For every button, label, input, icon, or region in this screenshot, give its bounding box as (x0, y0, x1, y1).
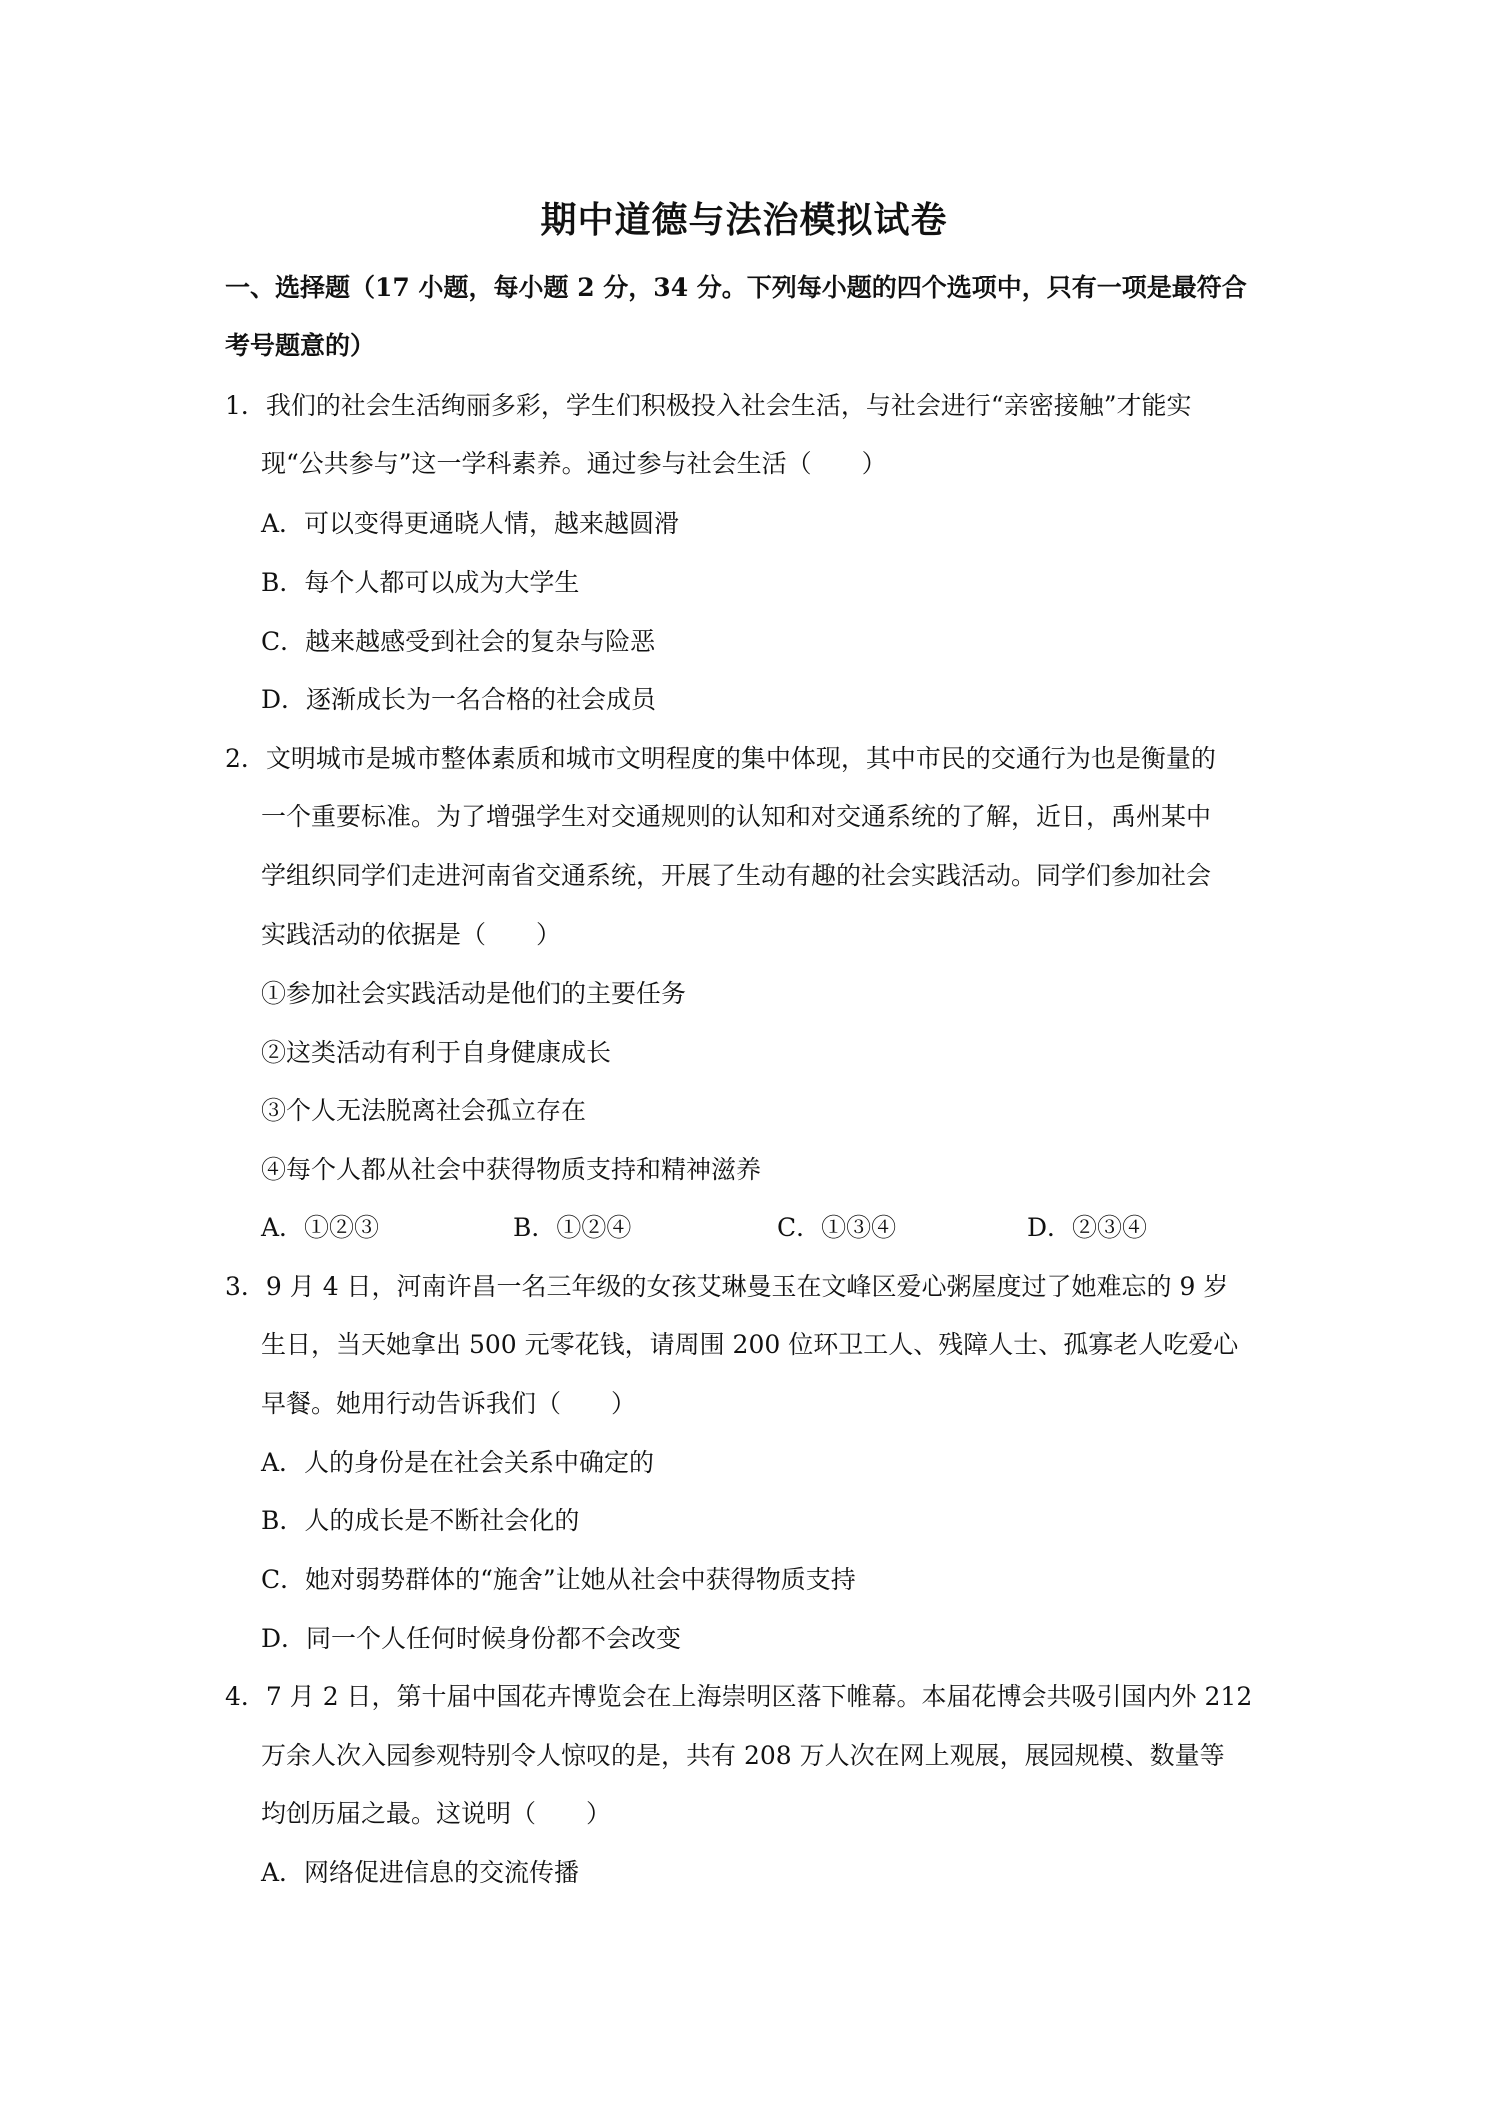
question-4-option-a: A．网络促进信息的交流传播 (261, 1858, 580, 1887)
question-1-option-a: A．可以变得更通晓人情，越来越圆滑 (261, 509, 680, 538)
section-heading: 一、选择题（17 小题，每小题 2 分，34 分。下列每小题的四个选项中，只有一项是最符合 (225, 273, 1247, 302)
question-2-text-cont-3: 实践活动的依据是（ ） (261, 920, 562, 949)
question-1-option-b: B．每个人都可以成为大学生 (261, 568, 580, 597)
question-1-option-c: C．越来越感受到社会的复杂与险恶 (261, 627, 656, 656)
question-1-text: 1．我们的社会生活绚丽多彩，学生们积极投入社会生活，与社会进行“亲密接触”才能实 (225, 391, 1192, 420)
question-3-text-cont-2: 早餐。她用行动告诉我们（ ） (261, 1389, 637, 1418)
question-1-text-cont: 现“公共参与”这一学科素养。通过参与社会生活（ ） (261, 449, 887, 478)
question-2-option-b: B．①②④ (513, 1213, 632, 1242)
question-3-text-cont-1: 生日，当天她拿出 500 元零花钱，请周围 200 位环卫工人、残障人士、孤寡老人吃爱心 (261, 1330, 1239, 1359)
question-3-option-b: B．人的成长是不断社会化的 (261, 1506, 580, 1535)
question-2-statement-3: ③个人无法脱离社会孤立存在 (261, 1096, 587, 1125)
question-3-option-a: A．人的身份是在社会关系中确定的 (261, 1448, 655, 1477)
question-4-text: 4．7 月 2 日，第十届中国花卉博览会在上海崇明区落下帷幕。本届花博会共吸引国内外 212 (225, 1682, 1253, 1711)
question-2-statement-4: ④每个人都从社会中获得物质支持和精神滋养 (261, 1155, 762, 1184)
question-2-option-d: D．②③④ (1027, 1213, 1148, 1242)
question-2-option-a: A．①②③ (261, 1213, 380, 1242)
question-3-text: 3．9 月 4 日，河南许昌一名三年级的女孩艾琳曼玉在文峰区爱心粥屋度过了她难忘的 9 岁 (225, 1272, 1229, 1301)
section-heading-cont: 考号题意的） (225, 331, 376, 360)
question-2-statement-2: ②这类活动有利于自身健康成长 (261, 1038, 612, 1067)
question-4-text-cont-1: 万余人次入园参观特别令人惊叹的是，共有 208 万人次在网上观展，展园规模、数量等 (261, 1741, 1225, 1770)
question-2-text: 2．文明城市是城市整体素质和城市文明程度的集中体现，其中市民的交通行为也是衡量的 (225, 744, 1216, 773)
question-2-text-cont-2: 学组织同学们走进河南省交通系统，开展了生动有趣的社会实践活动。同学们参加社会 (261, 861, 1212, 890)
question-2-statement-1: ①参加社会实践活动是他们的主要任务 (261, 979, 687, 1008)
question-3-option-c: C．她对弱势群体的“施舍”让她从社会中获得物质支持 (261, 1565, 856, 1594)
question-1-option-d: D．逐渐成长为一名合格的社会成员 (261, 685, 657, 714)
page-title: 期中道德与法治模拟试卷 (540, 199, 948, 241)
question-3-option-d: D．同一个人任何时候身份都不会改变 (261, 1624, 682, 1653)
question-2-text-cont-1: 一个重要标准。为了增强学生对交通规则的认知和对交通系统的了解，近日，禹州某中 (261, 802, 1212, 831)
question-2-option-c: C．①③④ (777, 1213, 897, 1242)
question-4-text-cont-2: 均创历届之最。这说明（ ） (261, 1799, 612, 1828)
